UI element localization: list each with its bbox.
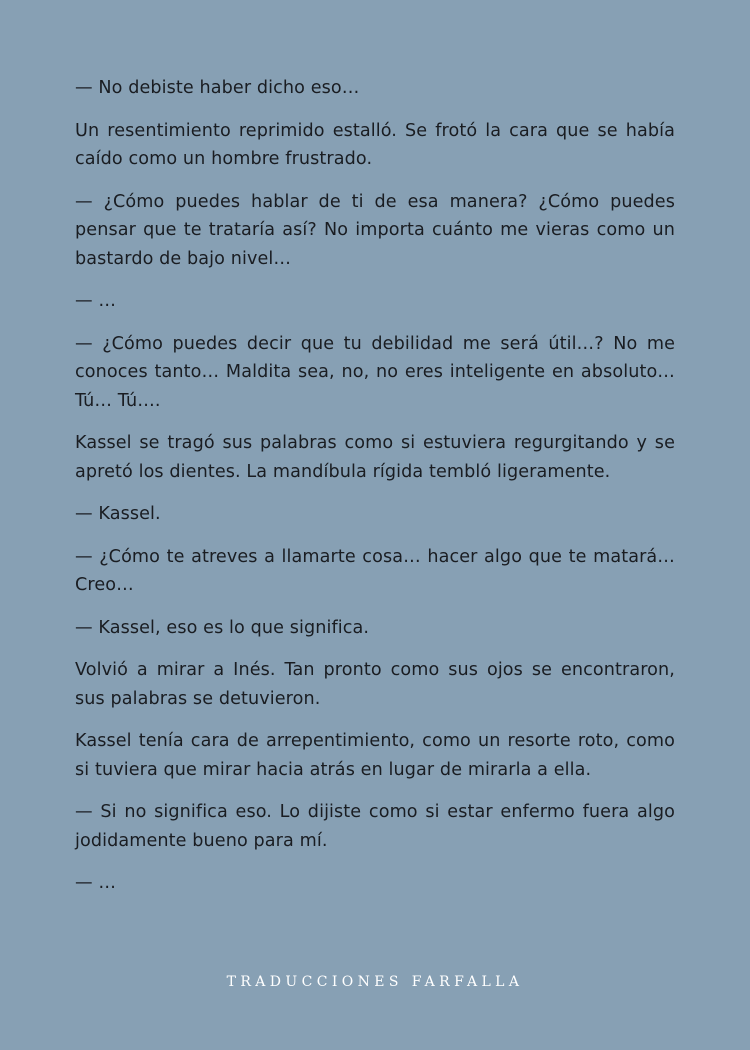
paragraph: — … xyxy=(75,291,117,311)
paragraph: Un resentimiento reprimido estalló. Se frotó la cara que se había caído como un hombre frustrado. xyxy=(75,120,675,169)
paragraph: Kassel tenía cara de arrepentimiento, como un resorte roto, como si tuviera que mirar hacia atrás en lugar de mirarla a ella. xyxy=(75,731,675,780)
paragraph: — ¿Cómo puedes decir que tu debilidad me será útil…? No me conoces tanto… Maldita sea, no, no eres inteligente en absoluto… Tú… Tú…. xyxy=(75,333,675,411)
paragraph: — ¿Cómo puedes hablar de ti de esa manera? ¿Cómo puedes pensar que te trataría así? No importa cuánto me vieras como un bastardo de bajo nivel… xyxy=(75,191,675,269)
paragraph: — No debiste haber dicho eso… xyxy=(75,78,360,98)
paragraph: — Kassel. xyxy=(75,504,161,524)
footer-credit: TRADUCCIONES FARFALLA xyxy=(226,974,524,990)
paragraph: Volvió a mirar a Inés. Tan pronto como sus ojos se encontraron, sus palabras se detuvieron. xyxy=(75,660,675,709)
paragraph: — … xyxy=(75,873,117,893)
paragraph: — Si no significa eso. Lo dijiste como si estar enfermo fuera algo jodidamente bueno para mí. xyxy=(75,802,675,851)
paragraph: — Kassel, eso es lo que significa. xyxy=(75,617,370,638)
paragraph: Kassel se tragó sus palabras como si estuviera regurgitando y se apretó los dientes. La mandíbula rígida tembló ligeramente. xyxy=(75,433,675,482)
page-body xyxy=(75,74,675,912)
paragraph: — ¿Cómo te atreves a llamarte cosa… hacer algo que te matará… Creo… xyxy=(75,546,675,595)
